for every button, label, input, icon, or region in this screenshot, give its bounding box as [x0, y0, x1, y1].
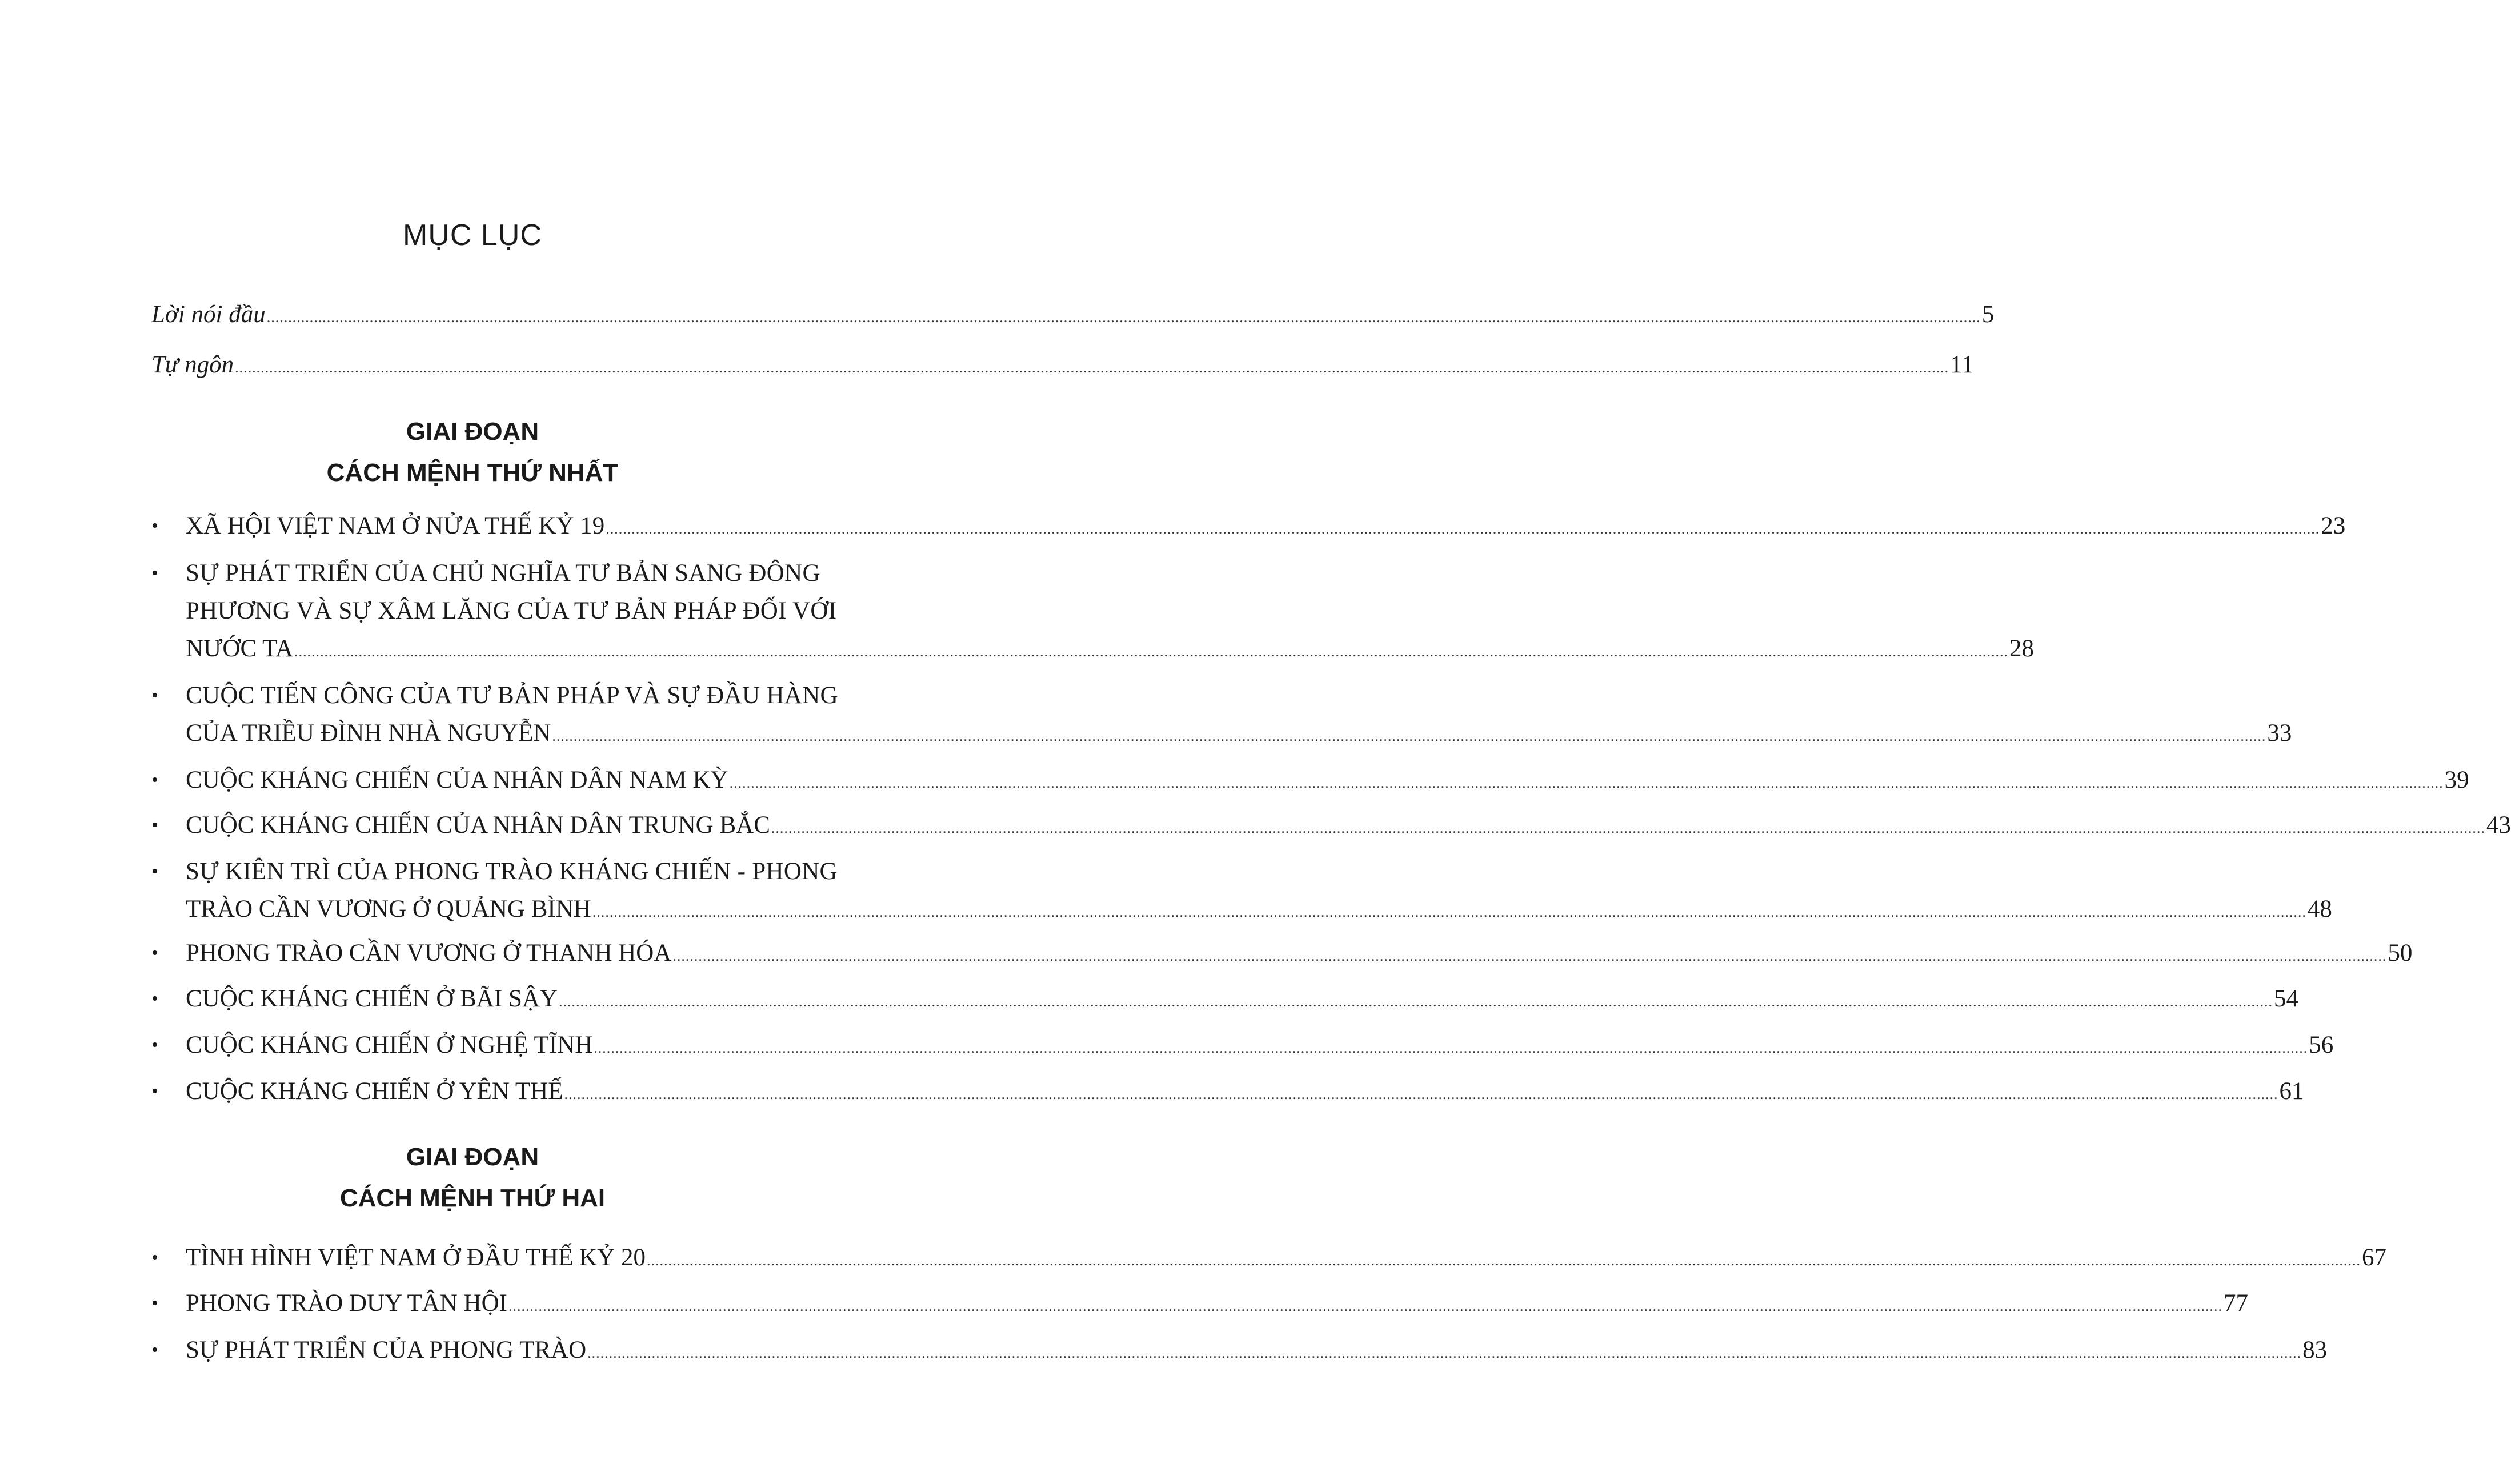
item-last-line [186, 630, 2034, 671]
page-title: MỤC LỤC [403, 219, 542, 252]
item-body [186, 677, 2292, 755]
item-last-line [186, 1285, 2248, 1325]
dot-leader: ................................................................................................................................................................................................................................................................................................................................................................................................................ [266, 309, 1981, 326]
item-body [186, 1026, 2334, 1067]
section-heading-line: GIAI ĐOẠN [406, 418, 539, 446]
item-page: 28 [2009, 635, 2034, 662]
toc-item[interactable] [151, 1026, 2334, 1067]
item-body [186, 853, 2332, 931]
item-page: 83 [2302, 1337, 2328, 1363]
item-last-line [186, 1239, 2386, 1280]
entry-title: Tự ngôn [151, 351, 234, 378]
dot-leader: ................................................................................................................................................................................................................................................................................................................................................................................................................ [294, 643, 2008, 660]
dot-leader: ................................................................................................................................................................................................................................................................................................................................................................................................................ [606, 520, 2320, 537]
bullet-icon: • [151, 515, 158, 536]
dot-leader: ................................................................................................................................................................................................................................................................................................................................................................................................................ [508, 1298, 2222, 1314]
bullet-icon: • [151, 1081, 158, 1102]
toc-item[interactable] [151, 761, 2469, 802]
dot-leader: ................................................................................................................................................................................................................................................................................................................................................................................................................ [672, 948, 2387, 964]
item-page: 43 [2486, 812, 2511, 839]
dot-leader: ................................................................................................................................................................................................................................................................................................................................................................................................................ [558, 993, 2273, 1010]
entry-page: 11 [1950, 351, 1974, 378]
toc-item[interactable] [151, 507, 2346, 548]
item-title-line: SỰ PHÁT TRIỂN CỦA PHONG TRÀO [186, 1337, 587, 1363]
item-body [186, 934, 2413, 975]
dot-leader: ................................................................................................................................................................................................................................................................................................................................................................................................................ [587, 1345, 2302, 1361]
dot-leader: ................................................................................................................................................................................................................................................................................................................................................................................................................ [592, 904, 2306, 920]
bullet-icon: • [151, 685, 158, 706]
entry-page: 5 [1981, 301, 1995, 328]
bullet-icon: • [151, 769, 158, 791]
toc-entry[interactable] [151, 297, 1995, 335]
item-body [186, 807, 2511, 847]
bullet-icon: • [151, 1339, 158, 1361]
item-page: 56 [2309, 1032, 2334, 1058]
bullet-icon: • [151, 942, 158, 964]
dot-leader: ................................................................................................................................................................................................................................................................................................................................................................................................................ [552, 728, 2266, 744]
item-body [186, 555, 2034, 671]
item-title-line: CUỘC KHÁNG CHIẾN CỦA NHÂN DÂN NAM KỲ [186, 767, 728, 793]
section-heading-line: CÁCH MỆNH THỨ HAI [339, 1184, 606, 1212]
item-page: 48 [2307, 896, 2332, 923]
item-last-line [186, 934, 2413, 975]
item-page: 23 [2321, 512, 2346, 539]
toc-item[interactable] [151, 1239, 2386, 1280]
section-heading-1 [0, 411, 945, 494]
item-body [186, 1239, 2386, 1280]
item-title-line: PHONG TRÀO CẦN VƯƠNG Ở THANH HÓA [186, 940, 672, 966]
item-page: 39 [2444, 767, 2469, 793]
item-last-line [186, 1026, 2334, 1067]
item-last-line [186, 715, 2292, 755]
bullet-icon: • [151, 815, 158, 836]
toc-item[interactable] [151, 1331, 2328, 1372]
item-last-line [186, 507, 2346, 548]
front-matter [151, 297, 1995, 335]
toc-item[interactable] [151, 677, 2292, 755]
bullet-icon: • [151, 1247, 158, 1268]
item-title-line: PHONG TRÀO DUY TÂN HỘI [186, 1290, 507, 1317]
bullet-icon: • [151, 1293, 158, 1314]
bullet-icon: • [151, 563, 158, 584]
item-title-line: CUỘC KHÁNG CHIẾN CỦA NHÂN DÂN TRUNG BẮC [186, 812, 770, 839]
item-last-line [186, 761, 2469, 802]
item-page: 33 [2267, 720, 2292, 747]
toc-item[interactable] [151, 853, 2332, 931]
section-heading-line: CÁCH MỆNH THỨ NHẤT [326, 459, 619, 487]
item-body [186, 761, 2469, 802]
item-page: 61 [2279, 1078, 2304, 1105]
item-page: 77 [2224, 1290, 2248, 1317]
item-page: 54 [2273, 985, 2298, 1012]
item-last-line [186, 891, 2332, 931]
dot-leader: ................................................................................................................................................................................................................................................................................................................................................................................................................ [235, 359, 1949, 376]
toc-item[interactable] [151, 1285, 2248, 1325]
item-last-line [186, 807, 2511, 847]
dot-leader: ................................................................................................................................................................................................................................................................................................................................................................................................................ [771, 820, 2485, 836]
bullet-icon: • [151, 988, 158, 1009]
item-title-line: CUỘC KHÁNG CHIẾN Ở BÃI SẬY [186, 985, 558, 1012]
toc-item[interactable] [151, 1073, 2304, 1113]
entry-title: Lời nói đầu [151, 301, 266, 328]
item-title-line: TRÀO CẦN VƯƠNG Ở QUẢNG BÌNH [186, 896, 591, 923]
item-last-line [186, 980, 2298, 1021]
front-matter-2 [151, 347, 1974, 386]
item-title-line: SỰ PHÁT TRIỂN CỦA CHỦ NGHĨA TƯ BẢN SANG ĐÔNG [186, 560, 820, 587]
item-title-line: CUỘC TIẾN CÔNG CỦA TƯ BẢN PHÁP VÀ SỰ ĐẦU HÀNG [186, 682, 838, 709]
item-title-line: CỦA TRIỀU ĐÌNH NHÀ NGUYỄN [186, 720, 551, 747]
item-title-line: CUỘC KHÁNG CHIẾN Ở NGHỆ TĨNH [186, 1032, 593, 1058]
item-body [186, 1331, 2328, 1372]
bullet-icon: • [151, 861, 158, 882]
item-body [186, 980, 2298, 1021]
item-page: 50 [2388, 940, 2413, 966]
item-title-line: TÌNH HÌNH VIỆT NAM Ở ĐẦU THẾ KỶ 20 [186, 1244, 646, 1271]
dot-leader: ................................................................................................................................................................................................................................................................................................................................................................................................................ [564, 1086, 2278, 1102]
toc-item[interactable] [151, 807, 2511, 847]
toc-item[interactable] [151, 555, 2034, 671]
item-body [186, 507, 2346, 548]
item-body [186, 1073, 2304, 1113]
item-title-line: NƯỚC TA [186, 635, 293, 662]
item-page: 67 [2362, 1244, 2386, 1271]
item-title-line: PHƯƠNG VÀ SỰ XÂM LĂNG CỦA TƯ BẢN PHÁP ĐỐI VỚI [186, 597, 837, 624]
item-title-line: XÃ HỘI VIỆT NAM Ở NỬA THẾ KỶ 19 [186, 512, 605, 539]
section-heading-line: GIAI ĐOẠN [406, 1143, 539, 1171]
bullet-icon: • [151, 1034, 158, 1056]
toc-item[interactable] [151, 934, 2413, 975]
dot-leader: ................................................................................................................................................................................................................................................................................................................................................................................................................ [647, 1252, 2361, 1269]
dot-leader: ................................................................................................................................................................................................................................................................................................................................................................................................................ [594, 1040, 2308, 1056]
item-title-line: SỰ KIÊN TRÌ CỦA PHONG TRÀO KHÁNG CHIẾN - PHONG [186, 858, 838, 885]
item-last-line [186, 1073, 2304, 1113]
dot-leader: ................................................................................................................................................................................................................................................................................................................................................................................................................ [729, 775, 2444, 791]
toc-entry[interactable] [151, 347, 1974, 386]
item-title-line: CUỘC KHÁNG CHIẾN Ở YÊN THẾ [186, 1078, 563, 1105]
section-heading-2 [0, 1137, 945, 1219]
item-body [186, 1285, 2248, 1325]
item-last-line [186, 1331, 2328, 1372]
toc-item[interactable] [151, 980, 2298, 1021]
